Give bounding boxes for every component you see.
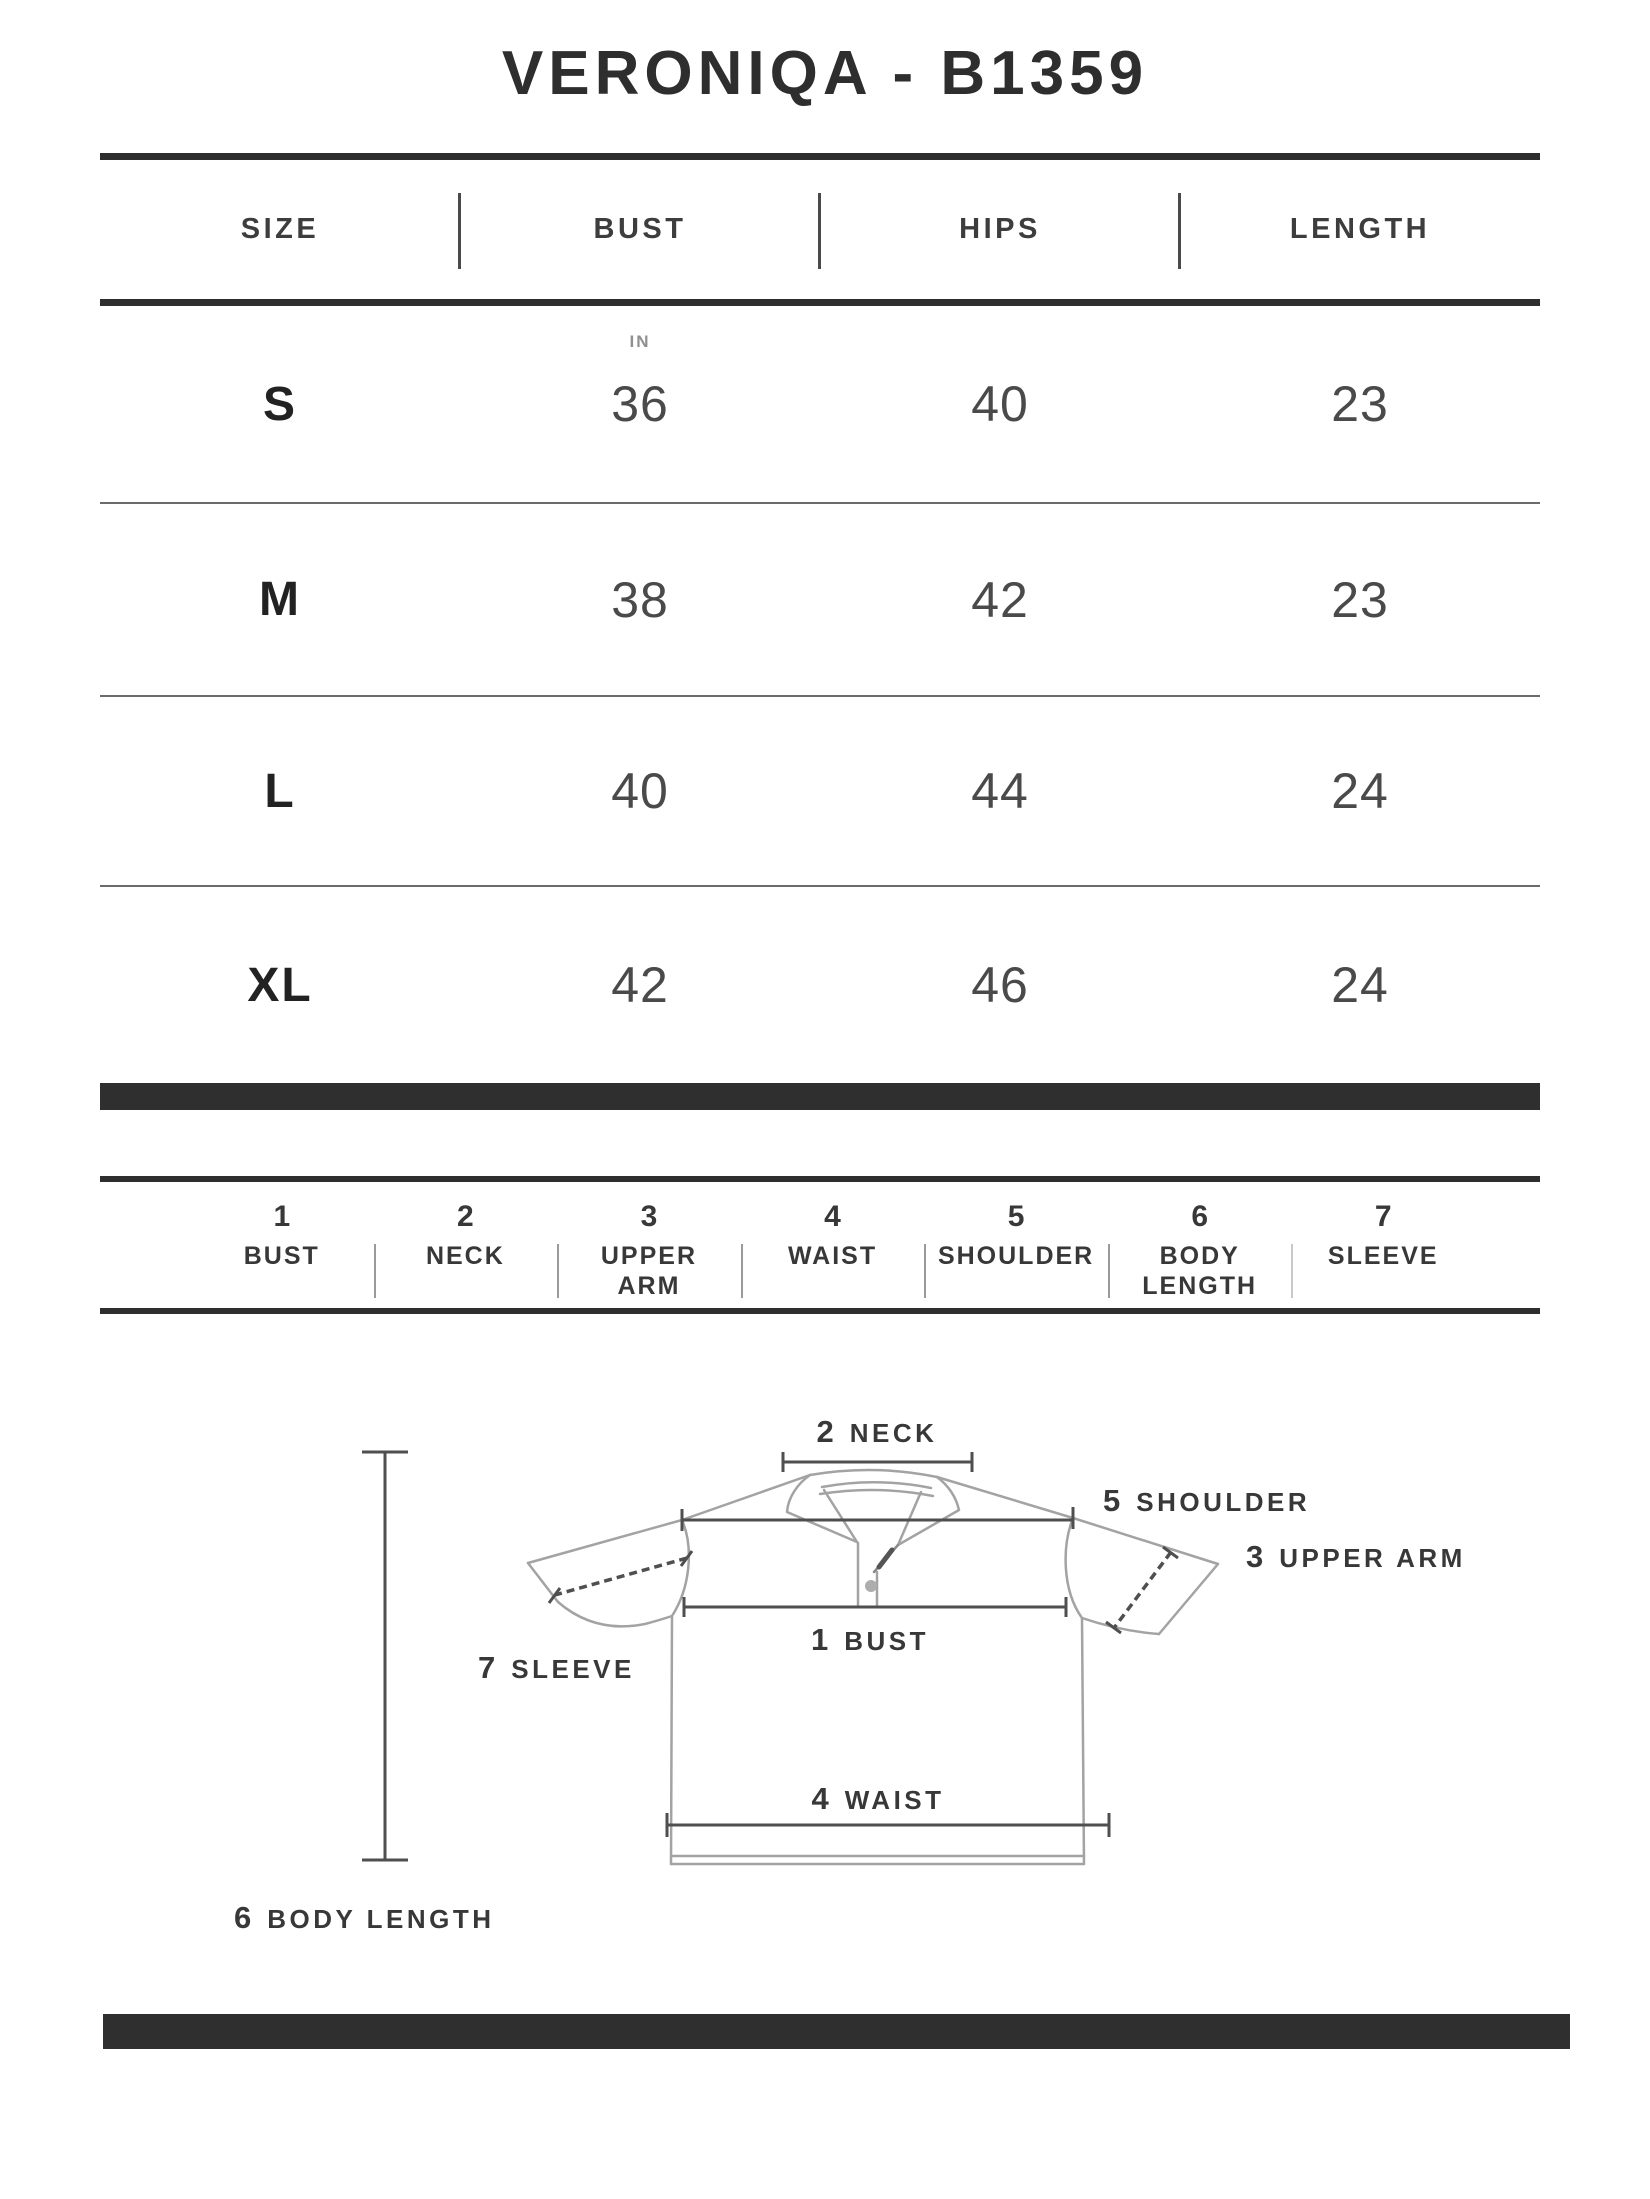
length-cell: 24 bbox=[1331, 957, 1389, 1013]
unit-label: IN bbox=[629, 332, 651, 351]
table-top-rule bbox=[100, 153, 1540, 160]
legend-label: NECK bbox=[425, 1242, 505, 1270]
legend-divider bbox=[1291, 1244, 1293, 1298]
placket-fold bbox=[879, 1550, 892, 1567]
bust-cell: 40 bbox=[611, 763, 669, 819]
diagram-label-upper-arm: 3 UPPER ARM bbox=[1246, 1539, 1466, 1574]
column-header-size: SIZE bbox=[240, 213, 320, 245]
legend-label: UPPER bbox=[600, 1242, 698, 1270]
hips-cell: 42 bbox=[971, 571, 1029, 628]
legend-number: 2 bbox=[457, 1200, 474, 1233]
header-divider bbox=[458, 193, 461, 269]
column-header-length: LENGTH bbox=[1289, 213, 1431, 245]
table-row bbox=[100, 697, 1540, 885]
legend-label: SHOULDER bbox=[937, 1242, 1095, 1270]
dashed-measure-ticks bbox=[549, 1547, 1178, 1633]
page-title: VERONIQA - B1359 bbox=[501, 39, 1149, 108]
legend-divider bbox=[1108, 1244, 1110, 1298]
legend-row bbox=[100, 1182, 1540, 1308]
diagram-label-shoulder: 5 SHOULDER bbox=[1103, 1483, 1311, 1518]
legend-number: 3 bbox=[640, 1200, 658, 1233]
hips-cell: 40 bbox=[971, 376, 1029, 432]
legend-number: 7 bbox=[1374, 1200, 1392, 1233]
length-cell: 24 bbox=[1331, 763, 1389, 819]
header-divider bbox=[818, 193, 821, 269]
table-row bbox=[100, 504, 1540, 695]
legend-item-body-length bbox=[1108, 1200, 1292, 1308]
diagram-label-bust: 1 BUST bbox=[810, 1622, 930, 1657]
legend-label: ARM bbox=[617, 1271, 681, 1300]
legend-label: LENGTH bbox=[1142, 1271, 1258, 1300]
shirt-measurement-diagram bbox=[0, 1380, 1650, 2020]
legend-divider bbox=[741, 1244, 743, 1298]
legend-item-sleeve bbox=[1291, 1200, 1475, 1308]
diagram-label-sleeve: 7 SLEEVE bbox=[478, 1650, 635, 1685]
column-header-bust: BUST bbox=[593, 213, 687, 245]
table-bottom-bar bbox=[100, 1083, 1540, 1110]
size-cell: M bbox=[259, 573, 301, 626]
legend-divider bbox=[374, 1244, 376, 1298]
column-header-hips: HIPS bbox=[959, 213, 1041, 245]
legend-item-waist bbox=[741, 1200, 925, 1308]
size-table bbox=[100, 153, 1540, 1110]
diagram-label-neck: 2 NECK bbox=[816, 1414, 938, 1449]
table-row bbox=[100, 306, 1540, 502]
legend-item-upper-arm bbox=[557, 1200, 741, 1308]
legend-item-shoulder bbox=[924, 1200, 1108, 1308]
measurement-legend bbox=[100, 1176, 1540, 1314]
size-cell: XL bbox=[247, 958, 313, 1012]
size-cell: L bbox=[264, 764, 296, 818]
legend-label: WAIST bbox=[787, 1242, 878, 1270]
table-header-rule bbox=[100, 299, 1540, 306]
length-cell: 23 bbox=[1331, 571, 1389, 628]
bottom-bar bbox=[103, 2014, 1570, 2049]
legend-divider bbox=[924, 1244, 926, 1298]
bust-cell: 38 bbox=[611, 571, 669, 628]
diagram-label-waist: 4 WAIST bbox=[811, 1781, 945, 1816]
legend-number: 4 bbox=[824, 1200, 841, 1233]
dashed-measure-lines bbox=[555, 1552, 1171, 1628]
legend-number: 6 bbox=[1191, 1200, 1209, 1233]
legend-number: 5 bbox=[1007, 1200, 1025, 1233]
diagram-label-body-length: 6 BODY LENGTH bbox=[234, 1900, 495, 1935]
legend-item-bust bbox=[190, 1200, 374, 1308]
table-header-row bbox=[100, 160, 1540, 299]
bust-cell: 42 bbox=[611, 957, 669, 1013]
shirt-button bbox=[865, 1580, 877, 1592]
length-cell: 23 bbox=[1331, 376, 1389, 432]
legend-bottom-rule bbox=[100, 1308, 1540, 1314]
legend-label: BODY bbox=[1159, 1242, 1240, 1270]
bust-cell: 36 bbox=[611, 376, 669, 432]
header-divider bbox=[1178, 193, 1181, 269]
hips-cell: 46 bbox=[971, 957, 1029, 1013]
legend-label: SLEEVE bbox=[1327, 1242, 1439, 1270]
size-cell: S bbox=[262, 377, 297, 431]
legend-number: 1 bbox=[273, 1200, 291, 1233]
legend-item-neck bbox=[374, 1200, 558, 1308]
measurement-lines bbox=[362, 1452, 1109, 1860]
table-row bbox=[100, 887, 1540, 1083]
legend-label: BUST bbox=[243, 1242, 320, 1270]
hips-cell: 44 bbox=[971, 763, 1029, 819]
legend-divider bbox=[557, 1244, 559, 1298]
